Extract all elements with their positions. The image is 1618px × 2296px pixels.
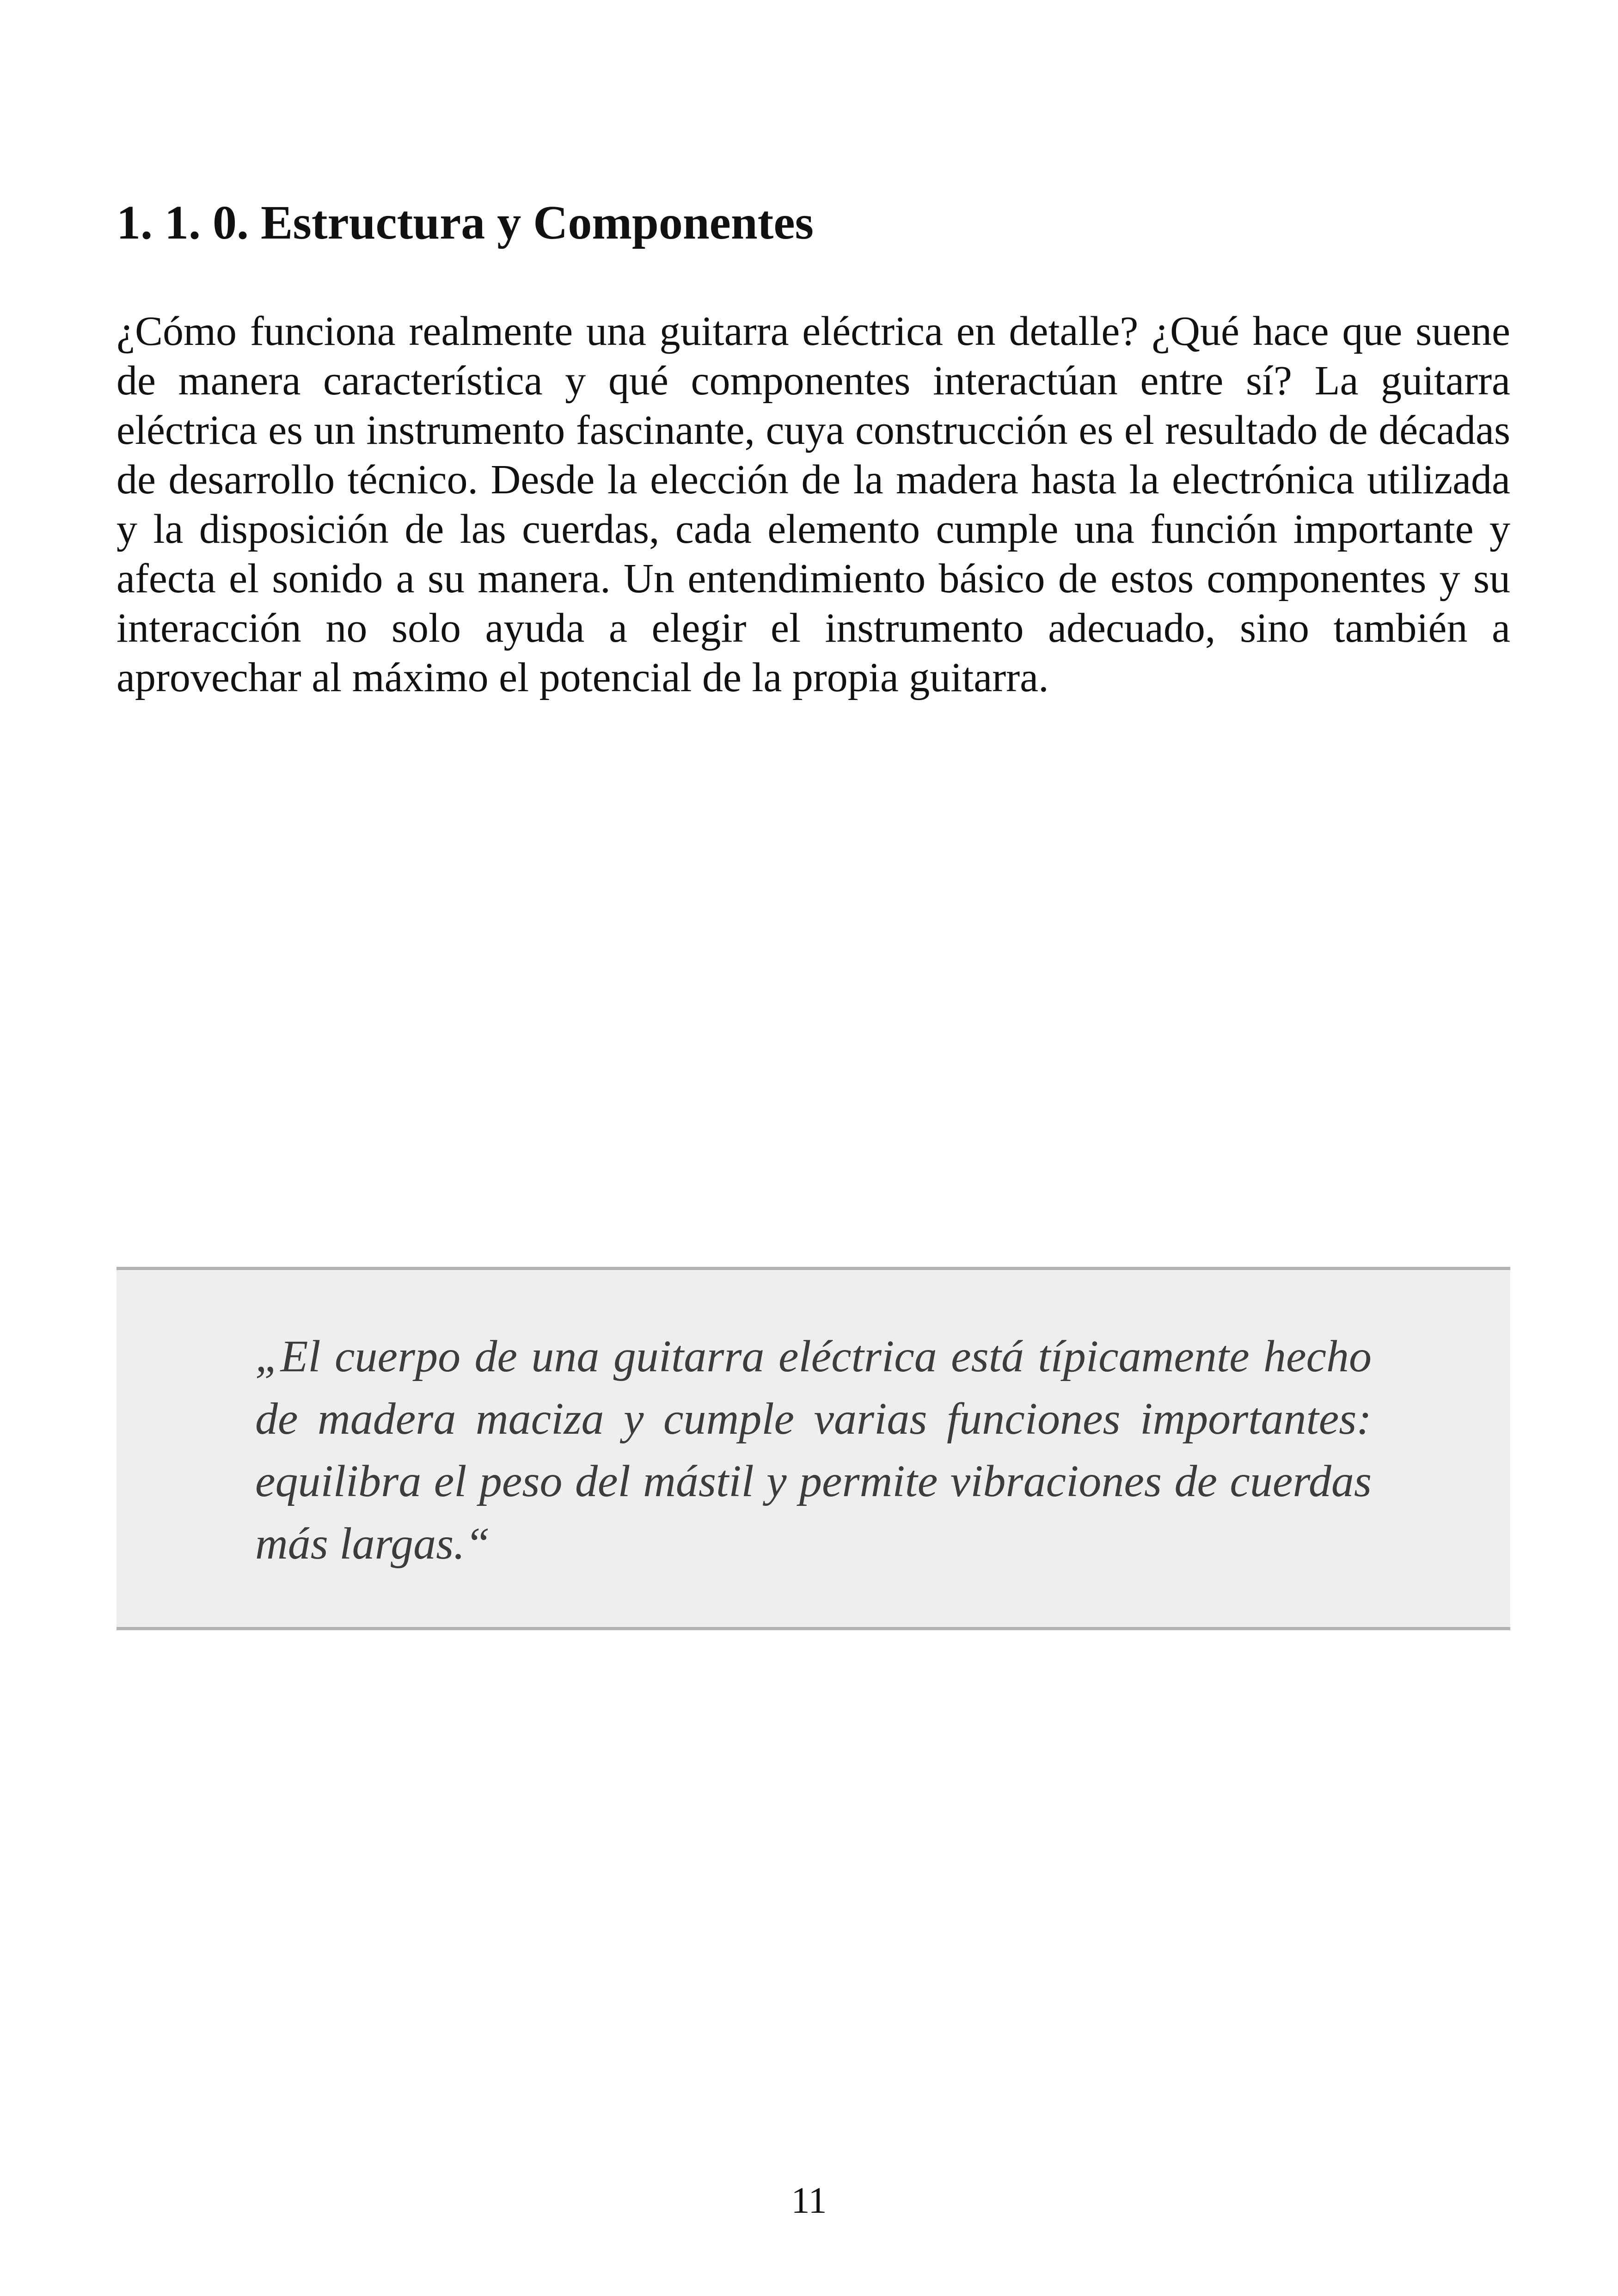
- quote-text: „El cuerpo de una guitarra eléctrica está típicamente hecho de madera maciza y cumple varias funciones importantes: equilibra el peso del mástil y permite vibraciones de cuerdas más largas.“: [255, 1332, 1372, 1569]
- page-number: 11: [791, 2180, 827, 2221]
- section-heading: 1. 1. 0. Estructura y Componentes: [116, 196, 814, 249]
- body-paragraph: ¿Cómo funciona realmente una guitarra eléctrica en detalle? ¿Qué hace que suene de manera característica y qué componentes interactúan entre sí? La guitarra eléctrica es un instrumento fascinante, cuya construcción es el resultado de décadas de desarrollo técnico. Desde la elección de la madera hasta la electrónica utilizada y la disposición de las cuerdas, cada elemento cumple una función importante y afecta el sonido a su manera. Un entendimiento básico de estos componentes y su interacción no solo ayuda a elegir el instrumento adecuado, sino también a aprovechar al máximo el potencial de la propia guitarra.: [116, 308, 1510, 700]
- quote-box: [116, 1267, 1510, 1630]
